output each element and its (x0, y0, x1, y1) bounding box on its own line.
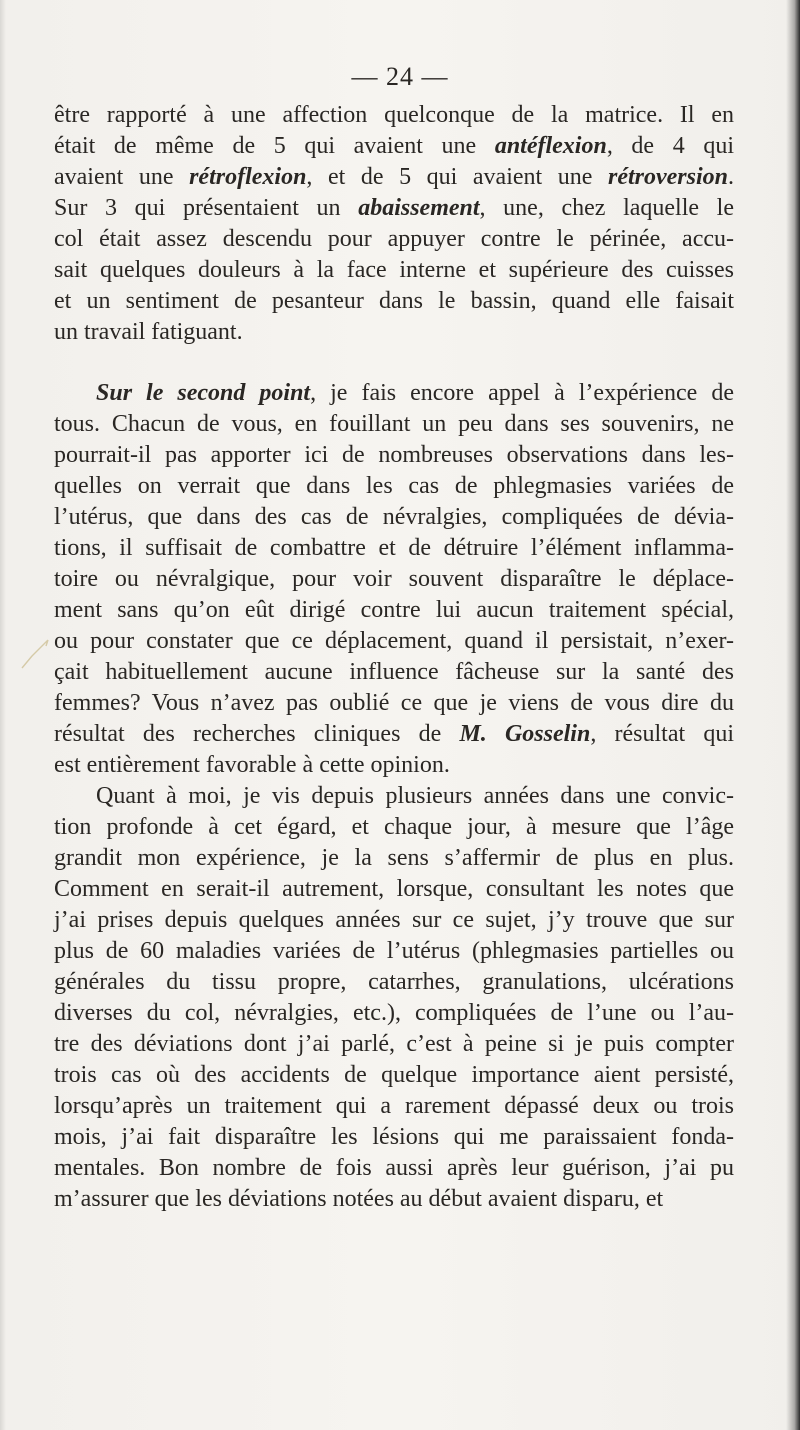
text-run: était de même de 5 qui avaient une (54, 133, 495, 159)
text-line (54, 471, 734, 502)
pencil-mark-icon (18, 638, 52, 672)
text-line (54, 998, 734, 1029)
paragraph (54, 781, 734, 1215)
text-run: , résultat qui (590, 721, 734, 747)
text-line (54, 1122, 734, 1153)
text-run: sait quelques douleurs à la face interne et supérieure des cuisses (54, 257, 734, 283)
text-run: lorsqu’après un traitement qui a rarement dépassé deux ou trois (54, 1093, 734, 1119)
emphasis-text: antéflexion (494, 133, 607, 159)
text-run: tre des déviations dont j’ai parlé, c’est à peine si je puis compter (54, 1031, 734, 1057)
text-line (54, 162, 734, 193)
text-run: ou pour constater que ce déplacement, quand il persistait, n’exer- (54, 628, 734, 654)
text-run: avaient une (54, 164, 190, 190)
emphasis-text: abaissement (358, 195, 480, 221)
text-run: résultat des recherches cliniques de (54, 721, 460, 747)
emphasis-text: rétroflexion (189, 164, 307, 190)
text-run: pourrait-il pas apporter ici de nombreuses observations dans les- (54, 442, 734, 468)
text-run: tions, il suffisait de combattre et de détruire l’élément inflamma- (54, 535, 734, 561)
body-text (54, 100, 734, 1215)
text-run: , je fais encore appel à l’expérience de (310, 380, 735, 406)
text-line (54, 286, 734, 317)
text-line (54, 1029, 734, 1060)
text-line (54, 440, 734, 471)
text-run: col était assez descendu pour appuyer contre le périnée, accu- (54, 226, 734, 252)
text-run: femmes? Vous n’avez pas oublié ce que je viens de vous dire du (54, 690, 734, 716)
text-run: m’assurer que les déviations notées au début avaient disparu, et (54, 1186, 664, 1212)
text-line (54, 688, 734, 719)
text-line (54, 812, 734, 843)
paragraph (54, 100, 734, 348)
text-run: mentales. Bon nombre de fois aussi après leur guérison, j’ai pu (54, 1155, 734, 1181)
text-line (54, 533, 734, 564)
page-gutter-shadow (0, 0, 6, 1430)
text-line (54, 626, 734, 657)
text-run: plus de 60 maladies variées de l’utérus (phlegmasies partielles ou (54, 938, 734, 964)
text-run: j’ai prises depuis quelques années sur ce sujet, j’y trouve que sur (54, 907, 734, 933)
text-run: . (728, 164, 734, 190)
text-line (54, 1091, 734, 1122)
text-run: Comment en serait-il autrement, lorsque, consultant les notes que (54, 876, 734, 902)
text-line (54, 255, 734, 286)
text-line (54, 719, 734, 750)
text-line (54, 564, 734, 595)
text-line (54, 193, 734, 224)
text-line (54, 750, 734, 781)
emphasis-text: Sur le second point (96, 380, 311, 406)
text-run: grandit mon expérience, je la sens s’affermir de plus en plus. (54, 845, 734, 871)
text-run: tion profonde à cet égard, et chaque jour, à mesure que l’âge (54, 814, 734, 840)
text-line (54, 1060, 734, 1091)
text-run: ment sans qu’on eût dirigé contre lui aucun traitement spécial, (54, 597, 734, 623)
paragraph (54, 378, 734, 781)
text-line (54, 874, 734, 905)
text-run: trois cas où des accidents de quelque importance aient persisté, (54, 1062, 734, 1088)
text-line (54, 843, 734, 874)
text-run: un travail fatiguant. (54, 319, 243, 345)
text-line (54, 409, 734, 440)
text-run: , une, chez laquelle le (479, 195, 735, 221)
text-line (54, 1153, 734, 1184)
text-line (54, 781, 734, 812)
text-line (54, 967, 734, 998)
text-line (54, 1184, 734, 1215)
text-line (54, 595, 734, 626)
text-line (54, 317, 734, 348)
text-line (54, 224, 734, 255)
text-run: Sur 3 qui présentaient un (54, 195, 359, 221)
text-line (54, 905, 734, 936)
text-line (54, 131, 734, 162)
text-line (54, 100, 734, 131)
text-run: quelles on verrait que dans les cas de phlegmasies variées de (54, 473, 734, 499)
text-line (54, 502, 734, 533)
text-run: diverses du col, névralgies, etc.), compliquées de l’une ou l’au- (54, 1000, 734, 1026)
text-run: être rapporté à une affection quelconque de la matrice. Il en (54, 102, 734, 128)
emphasis-text: rétroversion (608, 164, 728, 190)
text-run: , et de 5 qui avaient une (306, 164, 608, 190)
page-edge-shadow (786, 0, 800, 1430)
emphasis-text: M. Gosselin (459, 721, 591, 747)
text-run: et un sentiment de pesanteur dans le bassin, quand elle faisait (54, 288, 734, 314)
text-line (54, 378, 734, 409)
text-run: tous. Chacun de vous, en fouillant un peu dans ses souvenirs, ne (54, 411, 734, 437)
text-run: Quant à moi, je vis depuis plusieurs années dans une convic- (96, 783, 734, 809)
text-run: çait habituellement aucune influence fâcheuse sur la santé des (54, 659, 734, 685)
page-number: — 24 — (351, 62, 449, 91)
text-run: est entièrement favorable à cette opinion. (54, 752, 450, 778)
text-run: mois, j’ai fait disparaître les lésions qui me paraissaient fonda- (54, 1124, 734, 1150)
text-run: , de 4 qui (606, 133, 734, 159)
text-line (54, 936, 734, 967)
text-line (54, 657, 734, 688)
text-run: générales du tissu propre, catarrhes, granulations, ulcérations (54, 969, 734, 995)
text-run: toire ou névralgique, pour voir souvent disparaître le déplace- (54, 566, 734, 592)
paragraph-gap (54, 348, 734, 378)
text-run: l’utérus, que dans des cas de névralgies, compliquées de dévia- (54, 504, 734, 530)
